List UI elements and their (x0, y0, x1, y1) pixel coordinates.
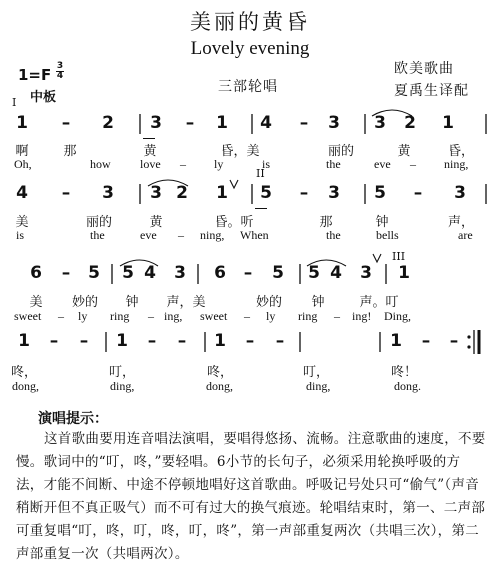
lyric-en: eve (374, 157, 391, 171)
lyric-en: is (16, 228, 25, 242)
note: 1 (18, 331, 30, 351)
note: 3 (174, 263, 186, 283)
lyric-en: – (244, 309, 250, 323)
lyric-cn: 那 (319, 215, 333, 230)
note: – (61, 263, 71, 283)
note: 3 (454, 183, 466, 203)
lyric-en: Oh, (14, 157, 32, 171)
note: 5 (374, 183, 386, 203)
note: 1 (390, 331, 402, 351)
lyric-en: ly (214, 157, 224, 171)
note: 5 (122, 263, 134, 283)
lyric-cn: 钟 (375, 215, 389, 230)
lyric-en: ly (78, 309, 88, 323)
note: 6 (30, 263, 42, 283)
repeat-dot-lower (467, 345, 470, 348)
lyric-cn: 钟 (311, 295, 325, 310)
performance-hints-text: 这首歌曲要用连音唱法演唱，要唱得悠扬、流畅。注意歌曲的速度，不要慢。歌词中的“叮，咚，”要轻唱。6小节的长句子，必须采用轮换呼吸的方法，才能不间断、中途不停顿地唱好这首歌曲。呼吸记号处只可“偷气”（声音稍断开但不真正吸气）而不可有过大的换气痕迹。轮唱结束时，第一、二声部可重复唱“叮，咚，叮，咚，叮，咚”，第一声部重复两次（共唱三次），第二声部重复一次（共唱两次）。 (16, 431, 486, 562)
note: 1 (216, 183, 228, 203)
lyric-en: dong. (394, 379, 421, 393)
song-title-chinese: 美丽的黄昏 (190, 10, 310, 34)
lyric-en: eve (140, 228, 157, 242)
performance-hints-heading: 演唱提示： (38, 411, 108, 427)
lyric-cn: 丽的 (85, 215, 112, 230)
lyric-en: ring (110, 309, 130, 323)
lyric-cn: 咚！ (390, 365, 417, 380)
lyric-cn: 叮， (302, 365, 329, 380)
lyric-cn: 声，美 (166, 295, 206, 310)
lyric-cn: 黄 (149, 215, 163, 230)
performance-form: 三部轮唱 (218, 79, 278, 95)
arranger-credit: 夏禹生译配 (394, 83, 469, 99)
note: 4 (16, 183, 28, 203)
note: 4 (144, 263, 156, 283)
lyric-en: ing, (164, 309, 183, 323)
lyric-en: ly (266, 309, 276, 323)
lyric-en: ning, (444, 157, 469, 171)
lyric-cn: 那 (63, 144, 77, 159)
lyric-en: Ding, (384, 309, 411, 323)
note: 3 (374, 113, 386, 133)
note: 1 (16, 113, 28, 133)
lyric-cn: 咚， (10, 365, 37, 380)
lyric-cn: 昏，美 (220, 144, 260, 159)
lyric-cn: 妙的 (255, 295, 282, 310)
lyric-en: is (262, 157, 271, 171)
lyric-en: sweet (14, 309, 42, 323)
note: – (421, 331, 431, 351)
lyric-cn: 声。叮 (359, 295, 399, 310)
lyric-en: When (240, 228, 269, 242)
note: 3 (150, 113, 162, 133)
lyric-en: ring (298, 309, 318, 323)
lyric-en: the (326, 228, 341, 242)
note: 1 (398, 263, 410, 283)
note: – (243, 263, 253, 283)
lyric-en: – (410, 157, 416, 171)
lyric-cn: 咚， (206, 365, 233, 380)
lyric-en: ning, (200, 228, 225, 242)
meter-bottom: 4 (56, 71, 64, 81)
note: 5 (308, 263, 320, 283)
note: 1 (214, 331, 226, 351)
lyric-en: – (148, 309, 154, 323)
lyric-en: how (90, 157, 111, 171)
lyric-en: love (140, 157, 161, 171)
lyric-cn: 妙的 (71, 295, 98, 310)
lyric-cn: 丽的 (327, 144, 354, 159)
lyric-en: the (90, 228, 105, 242)
lyric-cn: 美 (29, 295, 43, 310)
lyric-en: – (180, 157, 186, 171)
note: 1 (116, 331, 128, 351)
note: 3 (328, 113, 340, 133)
lyric-cn: 黄 (397, 144, 411, 159)
lyric-en: the (326, 157, 341, 171)
lyric-cn: 啊 (15, 144, 29, 159)
note: – (61, 113, 71, 133)
key-signature: 1=F (18, 66, 52, 84)
lyric-en: – (58, 309, 64, 323)
note: 3 (328, 183, 340, 203)
note: 1 (216, 113, 228, 133)
note: – (245, 331, 255, 351)
note: 3 (360, 263, 372, 283)
part-mark-i: I (12, 96, 17, 109)
lyric-en: – (178, 228, 184, 242)
lyric-cn: 昏。听 (214, 215, 254, 230)
tempo-marking: 中板 (30, 90, 57, 105)
note: – (61, 183, 71, 203)
lyric-en: sweet (200, 309, 228, 323)
note: – (299, 113, 309, 133)
lyric-en: are (458, 228, 473, 242)
song-title-english: Lovely evening (190, 38, 310, 59)
repeat-dot-upper (467, 335, 470, 338)
song-origin: 欧美歌曲 (394, 61, 454, 77)
note: 2 (404, 113, 416, 133)
note: 5 (88, 263, 100, 283)
lyric-cn: 黄 (143, 144, 157, 159)
lyric-en: ding, (110, 379, 135, 393)
part-mark-iii: III (392, 250, 406, 263)
note: 4 (330, 263, 342, 283)
lyric-cn: 叮， (108, 365, 135, 380)
lyric-cn: 声， (447, 215, 474, 230)
lyric-cn: 钟 (125, 295, 139, 310)
lyric-cn: 昏， (447, 144, 474, 159)
note: 4 (260, 113, 272, 133)
note: 3 (150, 183, 162, 203)
note: – (79, 331, 89, 351)
lyric-en: – (334, 309, 340, 323)
lyric-en: dong, (12, 379, 39, 393)
note: – (147, 331, 157, 351)
lyric-en: dong, (206, 379, 233, 393)
note: – (185, 113, 195, 133)
lyric-cn: 美 (15, 215, 29, 230)
part-mark-ii: II (256, 167, 265, 180)
note: – (49, 331, 59, 351)
note: 5 (272, 263, 284, 283)
note: – (275, 331, 285, 351)
lyric-en: bells (376, 228, 399, 242)
note: – (299, 183, 309, 203)
note: 2 (102, 113, 114, 133)
note: – (177, 331, 187, 351)
note: 5 (260, 183, 272, 203)
note: – (413, 183, 423, 203)
lyric-en: ing! (352, 309, 372, 323)
note: 3 (102, 183, 114, 203)
note: 2 (176, 183, 188, 203)
lyric-en: ding, (306, 379, 331, 393)
note: 1 (442, 113, 454, 133)
meter-top: 3 (56, 61, 64, 71)
note: – (449, 331, 459, 351)
note: 6 (214, 263, 226, 283)
